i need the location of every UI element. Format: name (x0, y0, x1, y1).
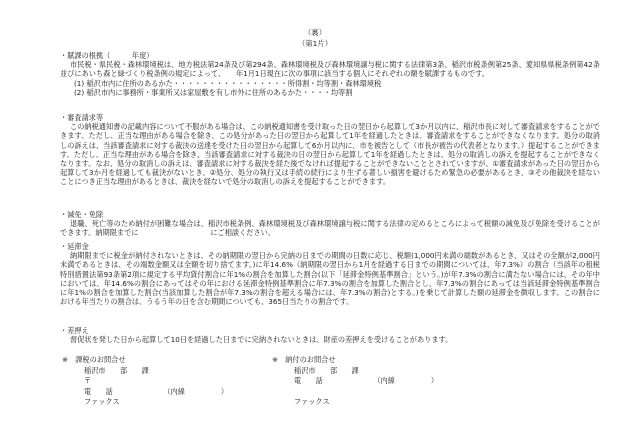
contact-org: 稲沢市 部 課 (294, 365, 359, 375)
section-basis (60, 51, 600, 97)
page-side-label: （裏） (303, 28, 327, 37)
section-body: この納税通知書の記載内容について不服がある場合は、この納税通知書を受け取った日の翌日から起算して3か月以内に、稲沢市長に対して審査請求をすることができます。ただし、正当な理由がある場合を除き、この処分があった日の翌日から起算して1年を経過したときは、審査請求をすることができなくなります。処分の取消しの訴えは、当該審査請求に対する裁決の送達を受けた日の翌日から起算して6か月以内に、市を被告として（市長が被告の代表者となります。）提起することができます。ただし、正当な理由がある場合を除き、当該審査請求に対する裁決の日の翌日から起算して1年を経過したときは、処分の取消しの訴えを提起することができなくなります。なお、処分の取消しの訴えは、審査請求に対する裁決を経た後でなければ提起することができないこととされていますが、①審査請求があった日の翌日から起算して3か月を経過しても裁決がないとき、②処分、処分の執行又は手続の続行により生ずる著しい損害を避けるため緊急の必要があるとき、③その他裁決を経ないことにつき正当な理由があるときは、裁決を経ないで処分の取消しの訴えを提起することができます。 (60, 122, 600, 187)
basis-item: (1) 稲沢市内に住所のあるかた・・・・・・・・・・・・・・・・所得割・均等割・森林環境税 (74, 78, 382, 88)
section-review (60, 113, 600, 187)
contact-tel (272, 376, 502, 387)
contact-fax: ファックス (84, 397, 120, 406)
section-title: ・審査請求等 (60, 113, 104, 122)
contact-fax: ファックス (294, 397, 330, 406)
section-body: 市民税・県民税・森林環境税は、地方税法第24条及び第294条、森林環境税及び森林環境譲与税に関する法律第3条、稲沢市税条例第25条、愛知県県税条例第42条並びにあいち森と緑づくり税条例の規定によって、 年1月1日現在に次の事項に該当する個人にそれぞれの額を賦課するものです。 (60, 60, 600, 79)
section-title: ・減免・免除 (60, 210, 104, 219)
tel-label: 電 話 (294, 376, 323, 385)
ext-label: （内線 ） (373, 376, 439, 385)
section-title: ・差押え (60, 326, 89, 335)
tax-contact-block (62, 355, 292, 408)
ext-label: （内線 ） (163, 386, 229, 396)
section-body: 退職、死亡等のため納付が困難な場合は、稲沢市税条例、森林環境税及び森林環境譲与税に関する法律の定めるところによって税額の減免及び免除を受けることができます。納期限までに にご相談ください。 (60, 219, 600, 238)
contact-tel (62, 387, 292, 398)
contact-heading: ※ 課税のお問合せ (62, 355, 126, 364)
contact-heading: ※ 納付のお問合せ (272, 355, 336, 364)
section-seizure (60, 326, 600, 344)
basis-item: (2) 稲沢市内に事務所・事業所又は家屋敷を有し市外に住所のあるかた・・・・均等割 (74, 87, 353, 97)
tel-label: 電 話 (84, 386, 113, 396)
section-reduction (60, 210, 600, 238)
payment-contact-block (272, 355, 502, 408)
contact-postal: 〒 (84, 376, 92, 385)
section-delinquency (60, 242, 600, 306)
contact-org: 稲沢市 部 課 (84, 365, 149, 375)
section-body: 納期限までに税金が納付されないときは、その納期限の翌日から完納の日までの期間の日数に応じ、税額(1,000円未満の端数があるとき、又はその全額が2,000円未満であるときは、その端数金額又は全額を切り捨てます。)に年14.6%（納期限の翌日から1月を経過する日までの期間については、年7.3%）の割合（当該年の租税特別措置法第93条第2項に規定する平均貸付割合に年1%の割合を加算した割合(以下「延滞金特例基準割合」という。)が年7.3%の割合に満たない場合には、その年中においては、年14.6%の割合にあってはその年における延滞金特例基準割合に年7.3%の割合を加算した割合とし、年7.3%の割合にあっては当該延滞金特例基準割合に年1%の割合を加算した割合(当該加算した割合が年7.3%の割合を超える場合には、年7.3%の割合)とする。)を乗じて計算した額の延滞金を徴収します。この割合における年当たりの割合は、うるう年の日を含む期間についても、365日当たりの割合です。 (60, 251, 600, 307)
section-title: ・延滞金 (60, 242, 89, 251)
section-body: 督促状を発した日から起算して10日を経過した日までに完納されないときは、財産の差押えを受けることがあります。 (70, 335, 453, 345)
sheet-label: （第1片） (297, 39, 333, 48)
section-title: ・賦課の根拠（ 年度） (60, 51, 154, 60)
